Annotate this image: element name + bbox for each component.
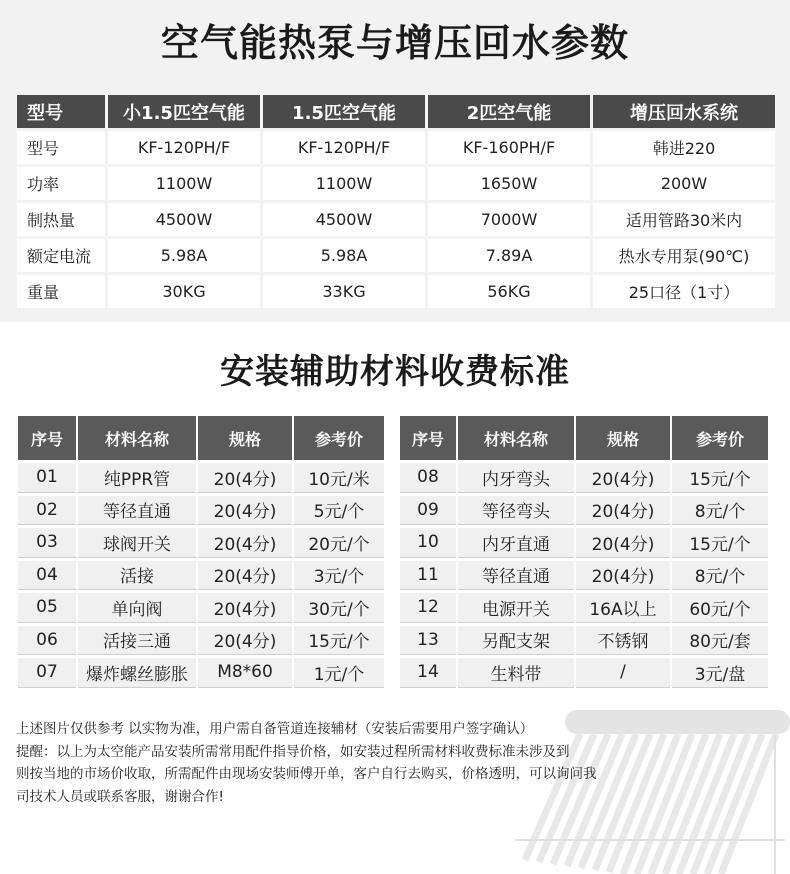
params-cell: 热水专用泵(90℃): [593, 239, 775, 272]
params-cell: 30KG: [108, 275, 260, 308]
notes: [16, 718, 776, 808]
item-name: 爆炸螺丝膨胀: [78, 658, 196, 688]
item-spec: 20(4分): [198, 626, 292, 656]
params-row-label: 额定电流: [17, 239, 105, 272]
params-header-cell: 2匹空气能: [428, 95, 590, 128]
params-cell: 5.98A: [108, 239, 260, 272]
item-price: 8元/个: [672, 496, 768, 526]
item-price: 60元/个: [672, 593, 768, 623]
materials-right-row: [400, 561, 768, 591]
params-cell: 韩进220: [593, 131, 775, 164]
materials-table-right: [398, 413, 770, 691]
materials-left-header-cell: 规格: [198, 416, 292, 460]
item-number: 06: [18, 626, 76, 656]
params-row: [17, 203, 775, 236]
materials-left-row: [18, 496, 384, 526]
item-price: 15元/个: [672, 528, 768, 558]
item-price: 5元/个: [294, 496, 384, 526]
materials-left-row: [18, 593, 384, 623]
params-cell: KF-120PH/F: [263, 131, 425, 164]
item-number: 07: [18, 658, 76, 688]
params-header-cell: 增压回水系统: [593, 95, 775, 128]
params-table-header: [17, 95, 775, 128]
item-name: 等径直通: [458, 561, 574, 591]
item-spec: 20(4分): [198, 528, 292, 558]
materials-right-row: [400, 463, 768, 493]
params-table: [14, 92, 778, 311]
item-price: 10元/米: [294, 463, 384, 493]
params-cell: 7000W: [428, 203, 590, 236]
params-header-cell: 型号: [17, 95, 105, 128]
item-name: 电源开关: [458, 593, 574, 623]
params-cell: 33KG: [263, 275, 425, 308]
materials-left-header-cell: 序号: [18, 416, 76, 460]
params-title: 空气能热泵与增压回水参数: [160, 21, 629, 65]
materials-title: 安装辅助材料收费标准: [220, 352, 570, 392]
note-line: 上述图片仅供参考 以实物为准，用户需自备管道连接辅材（安装后需要用户签字确认）: [16, 721, 534, 737]
params-row: [17, 275, 775, 308]
params-cell: 7.89A: [428, 239, 590, 272]
params-row-label: 制热量: [17, 203, 105, 236]
materials-left-row: [18, 528, 384, 558]
item-price: 3元/盘: [672, 658, 768, 688]
item-spec: 16A以上: [576, 593, 670, 623]
item-number: 11: [400, 561, 456, 591]
item-name: 另配支架: [458, 626, 574, 656]
item-price: 15元/个: [294, 626, 384, 656]
materials-left-header-cell: 材料名称: [78, 416, 196, 460]
item-spec: M8*60: [198, 658, 292, 688]
item-spec: 20(4分): [576, 463, 670, 493]
item-price: 20元/个: [294, 528, 384, 558]
item-name: 等径弯头: [458, 496, 574, 526]
materials-right-row: [400, 626, 768, 656]
item-price: 3元/个: [294, 561, 384, 591]
materials-right-row: [400, 496, 768, 526]
item-number: 14: [400, 658, 456, 688]
item-price: 8元/个: [672, 561, 768, 591]
materials-left-row: [18, 463, 384, 493]
params-row: [17, 239, 775, 272]
materials-right-row: [400, 658, 768, 688]
params-cell: 1650W: [428, 167, 590, 200]
params-cell: 适用管路30米内: [593, 203, 775, 236]
params-header-cell: 小1.5匹空气能: [108, 95, 260, 128]
params-row-label: 功率: [17, 167, 105, 200]
materials-right-row: [400, 593, 768, 623]
params-cell: KF-160PH/F: [428, 131, 590, 164]
item-number: 13: [400, 626, 456, 656]
item-name: 内牙直通: [458, 528, 574, 558]
materials-left-row: [18, 658, 384, 688]
materials-right-header-cell: 序号: [400, 416, 456, 460]
params-row: [17, 131, 775, 164]
params-row-label: 重量: [17, 275, 105, 308]
item-number: 10: [400, 528, 456, 558]
materials-left-header-cell: 参考价: [294, 416, 384, 460]
item-spec: 20(4分): [576, 561, 670, 591]
materials-table-left-header: [18, 416, 384, 460]
item-number: 04: [18, 561, 76, 591]
materials-right-row: [400, 528, 768, 558]
item-price: 80元/套: [672, 626, 768, 656]
item-spec: 20(4分): [198, 463, 292, 493]
materials-left-row: [18, 626, 384, 656]
materials-right-header-cell: 参考价: [672, 416, 768, 460]
item-name: 单向阀: [78, 593, 196, 623]
item-name: 球阀开关: [78, 528, 196, 558]
item-price: 1元/个: [294, 658, 384, 688]
params-cell: KF-120PH/F: [108, 131, 260, 164]
item-name: 活接: [78, 561, 196, 591]
item-number: 12: [400, 593, 456, 623]
params-row-label: 型号: [17, 131, 105, 164]
item-number: 05: [18, 593, 76, 623]
materials-right-header-cell: 规格: [576, 416, 670, 460]
item-spec: 不锈钢: [576, 626, 670, 656]
params-row: [17, 167, 775, 200]
params-cell: 200W: [593, 167, 775, 200]
item-number: 03: [18, 528, 76, 558]
params-cell: 4500W: [263, 203, 425, 236]
materials-table-right-header: [400, 416, 768, 460]
item-spec: /: [576, 658, 670, 688]
item-name: 活接三通: [78, 626, 196, 656]
item-spec: 20(4分): [198, 593, 292, 623]
item-number: 02: [18, 496, 76, 526]
note-line: 则按当地的市场价收取，所需配件由现场安装师傅开单，客户自行去购买，价格透明，可以询问我: [16, 766, 597, 782]
item-name: 生料带: [458, 658, 574, 688]
item-price: 15元/个: [672, 463, 768, 493]
params-header-cell: 1.5匹空气能: [263, 95, 425, 128]
params-cell: 5.98A: [263, 239, 425, 272]
item-spec: 20(4分): [576, 528, 670, 558]
item-number: 01: [18, 463, 76, 493]
item-spec: 20(4分): [198, 561, 292, 591]
materials-left-row: [18, 561, 384, 591]
item-price: 30元/个: [294, 593, 384, 623]
item-spec: 20(4分): [198, 496, 292, 526]
note-line: 司技术人员或联系客服，谢谢合作!: [16, 788, 224, 805]
params-cell: 1100W: [263, 167, 425, 200]
note-line: 提醒：以上为太空能产品安装所需常用配件指导价格，如安装过程所需材料收费标准未涉及到: [16, 743, 570, 760]
item-name: 纯PPR管: [78, 463, 196, 493]
item-name: 等径直通: [78, 496, 196, 526]
materials-table-left: [16, 413, 386, 691]
params-cell: 56KG: [428, 275, 590, 308]
item-number: 09: [400, 496, 456, 526]
params-cell: 4500W: [108, 203, 260, 236]
params-cell: 1100W: [108, 167, 260, 200]
item-spec: 20(4分): [576, 496, 670, 526]
item-name: 内牙弯头: [458, 463, 574, 493]
materials-right-header-cell: 材料名称: [458, 416, 574, 460]
params-cell: 25口径（1寸）: [593, 275, 775, 308]
item-number: 08: [400, 463, 456, 493]
